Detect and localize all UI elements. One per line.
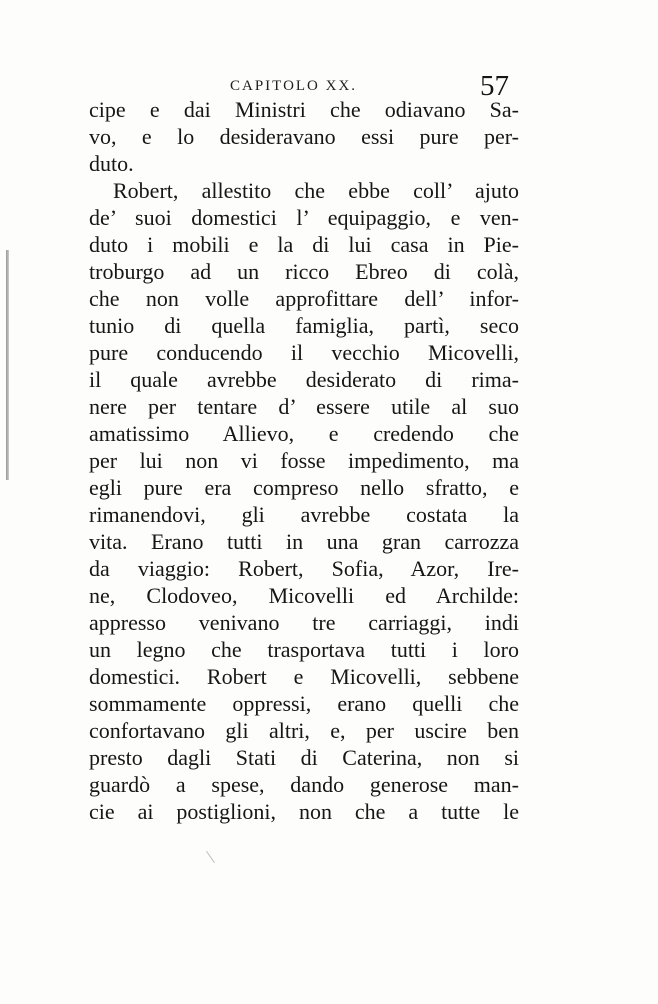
text-line: appresso venivano tre carriaggi, indi: [89, 610, 519, 635]
paragraph-first-line: Robert, allestito che ebbe coll’ ajuto: [113, 178, 519, 203]
text-line: vo, e lo desideravano essi pure per-: [89, 124, 519, 149]
running-head: CAPITOLO XX.: [230, 78, 358, 94]
text-line: egli pure era compreso nello sfratto, e: [89, 475, 519, 500]
text-line: cie ai postiglioni, non che a tutte le: [89, 799, 519, 824]
text-line: duto.: [89, 151, 134, 176]
text-line: troburgo ad un ricco Ebreo di colà,: [89, 259, 519, 284]
text-line: de’ suoi domestici l’ equipaggio, e ven-: [89, 205, 519, 230]
text-line: ne, Clodoveo, Micovelli ed Archilde:: [89, 583, 519, 608]
text-line: confortavano gli altri, e, per uscire ben: [89, 718, 519, 743]
text-line: tunio di quella famiglia, partì, seco: [89, 313, 519, 338]
paper-speck: [206, 851, 215, 863]
text-line: sommamente oppressi, erano quelli che: [89, 691, 519, 716]
body-text: [89, 96, 519, 825]
text-line: domestici. Robert e Micovelli, sebbene: [89, 664, 519, 689]
text-line: guardò a spese, dando generose man-: [89, 772, 519, 797]
text-line: per lui non vi fosse impedimento, ma: [89, 448, 519, 473]
text-line: presto dagli Stati di Caterina, non si: [89, 745, 519, 770]
text-line: amatissimo Allievo, e credendo che: [89, 421, 519, 446]
text-line: duto i mobili e la di lui casa in Pie-: [89, 232, 519, 257]
text-line: da viaggio: Robert, Sofia, Azor, Ire-: [89, 556, 519, 581]
text-line: che non volle approfittare dell’ infor-: [89, 286, 519, 311]
text-line: cipe e dai Ministri che odiavano Sa-: [89, 97, 519, 122]
text-line: un legno che trasportava tutti i loro: [89, 637, 519, 662]
text-line: pure conducendo il vecchio Micovelli,: [89, 340, 519, 365]
text-line: rimanendovi, gli avrebbe costata la: [89, 502, 519, 527]
page-edge-shadow: [6, 250, 9, 480]
text-line: nere per tentare d’ essere utile al suo: [89, 394, 519, 419]
page-number: 57: [480, 70, 509, 102]
text-line: vita. Erano tutti in una gran carrozza: [89, 529, 519, 554]
text-line: il quale avrebbe desiderato di rima-: [89, 367, 519, 392]
